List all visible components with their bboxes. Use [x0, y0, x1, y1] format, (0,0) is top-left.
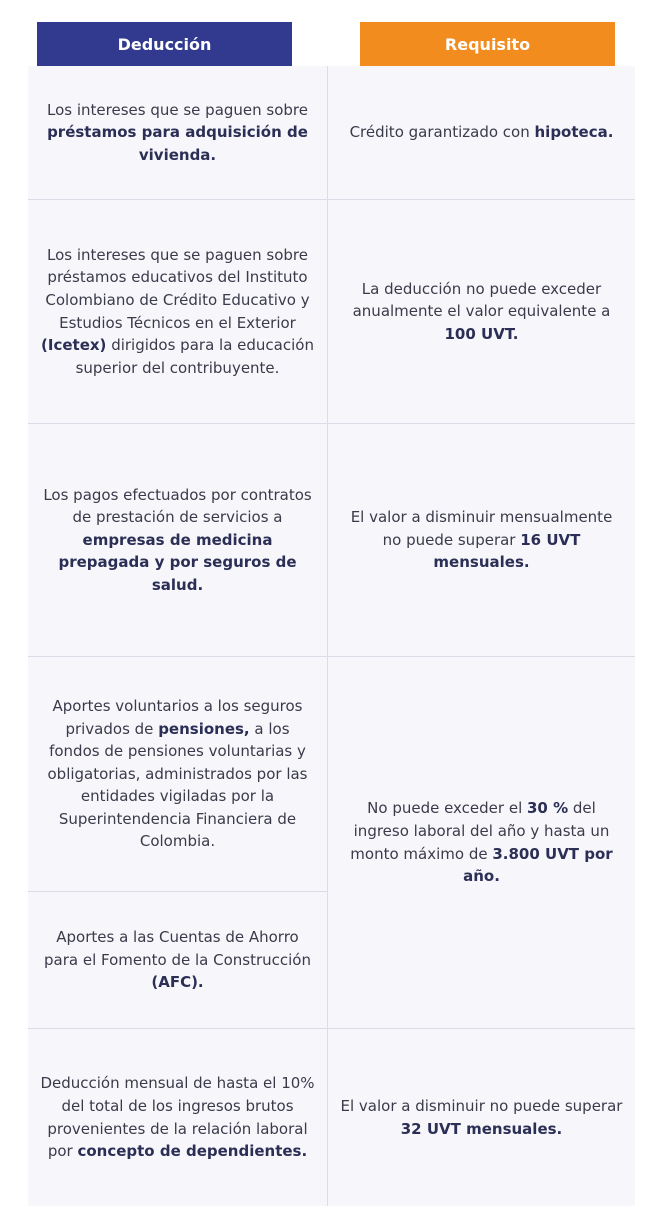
bold-text: 100 UVT.	[444, 324, 519, 343]
deduction-cell	[28, 424, 327, 656]
deduction-text	[40, 244, 315, 380]
requirement-text	[350, 121, 614, 144]
deduction-cell	[28, 657, 327, 891]
text-segment: a los fondos de pensiones voluntarias y obligatorias, administrados por las entidades vigiladas por la Superintendencia Financiera de Colombia.	[47, 719, 308, 851]
bold-text: (AFC).	[151, 973, 204, 992]
bold-text: pensiones,	[158, 719, 250, 738]
requirement-text	[340, 797, 623, 887]
bold-text: empresas de medicina prepagada y por seguros de salud.	[58, 530, 297, 594]
requirement-cell	[328, 657, 635, 1028]
text-segment: Deducción mensual de hasta el 10% del total de los ingresos brutos provenientes de la relación laboral por	[40, 1074, 315, 1161]
deduction-text	[40, 695, 315, 853]
text-segment: dirigidos para la educación superior del contribuyente.	[75, 336, 314, 377]
deduction-cell	[28, 1029, 327, 1206]
text-segment: Los intereses que se paguen sobre	[47, 100, 308, 119]
text-segment: Aportes voluntarios a los seguros privados de	[52, 696, 303, 738]
deduction-text	[40, 1072, 315, 1162]
requirement-text	[340, 506, 623, 574]
bold-text: préstamos para adquisición de vivienda.	[47, 123, 308, 164]
deduction-text	[40, 926, 315, 994]
header-requisito-label: Requisito	[444, 34, 531, 54]
deduction-cell	[28, 892, 327, 1028]
requirement-cell	[328, 424, 635, 656]
bold-text: 32 UVT mensuales.	[400, 1119, 563, 1138]
requirement-cell	[328, 66, 635, 199]
bold-text: 16 UVT mensuales.	[433, 530, 581, 572]
bold-text: 3.800 UVT por año.	[463, 844, 613, 886]
deduction-cell	[28, 200, 327, 423]
requirement-cell	[328, 200, 635, 423]
text-segment: Crédito garantizado con	[349, 123, 535, 142]
text-segment: del ingreso laboral del año y hasta un monto máximo de	[350, 799, 610, 863]
requirement-text	[340, 1095, 623, 1140]
deductions-table	[28, 66, 635, 1206]
bold-text: concepto de dependientes.	[77, 1142, 308, 1161]
bold-text: hipoteca.	[534, 123, 614, 142]
deduction-text	[40, 99, 315, 167]
text-segment: El valor a disminuir mensualmente no puede superar	[350, 508, 613, 549]
requirement-cell	[328, 1029, 635, 1206]
text-segment: La deducción no puede exceder anualmente el valor equivalente a	[352, 279, 611, 321]
header-deduccion	[37, 22, 292, 66]
requirement-text	[340, 278, 623, 346]
bold-text: 30 %	[527, 799, 569, 818]
bold-text: (Icetex)	[41, 336, 107, 355]
text-segment: Los intereses que se paguen sobre préstamos educativos del Instituto Colombiano de Crédito Educativo y Estudios Técnicos en el Exterior	[45, 245, 310, 332]
header-deduccion-label: Deducción	[117, 34, 212, 54]
text-segment: Aportes a las Cuentas de Ahorro para el Fomento de la Construcción	[44, 928, 311, 969]
deduction-cell	[28, 66, 327, 199]
text-segment: El valor a disminuir no puede superar	[340, 1096, 623, 1115]
text-segment: Los pagos efectuados por contratos de prestación de servicios a	[43, 485, 312, 527]
deduction-text	[40, 484, 315, 597]
text-segment: No puede exceder el	[367, 799, 527, 818]
header-requisito	[360, 22, 615, 66]
